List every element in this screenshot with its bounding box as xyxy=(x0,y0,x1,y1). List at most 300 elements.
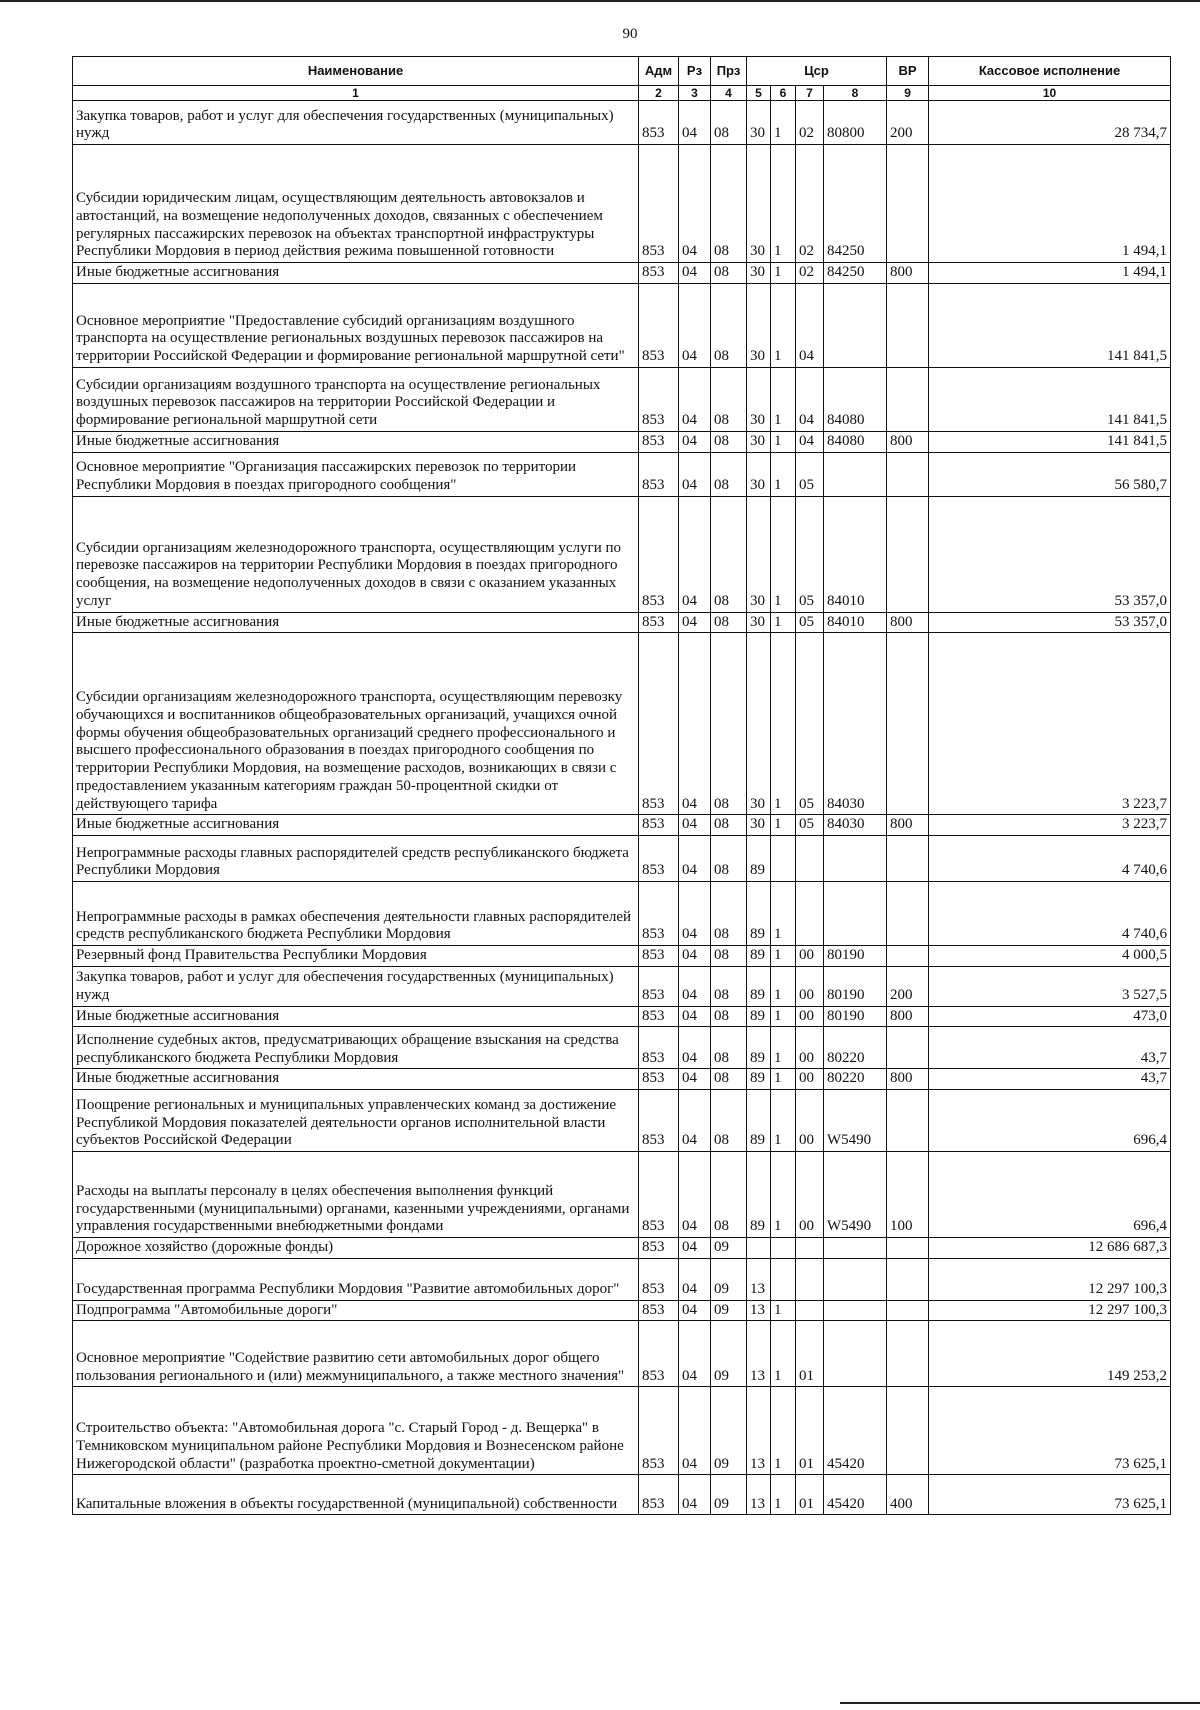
row-csr-1: 30 xyxy=(747,431,771,452)
row-name: Иные бюджетные ассигнования xyxy=(73,431,639,452)
row-vr xyxy=(887,1321,929,1387)
row-csr-1: 30 xyxy=(747,101,771,145)
row-name: Строительство объекта: "Автомобильная дорога "с. Старый Город - д. Вещерка" в Темниковском муниципальном районе Республики Мордовия и Вознесенском районе Нижегородской области" (разработка проектно-сметной документации) xyxy=(73,1387,639,1475)
row-csr-1: 89 xyxy=(747,881,771,945)
row-amount: 53 357,0 xyxy=(929,496,1171,612)
column-number: 5 xyxy=(747,86,771,101)
table-row xyxy=(73,966,1171,1006)
column-number: 3 xyxy=(679,86,711,101)
row-csr-3: 00 xyxy=(796,1089,824,1151)
row-csr-2: 1 xyxy=(771,945,796,966)
table-body xyxy=(73,101,1171,1515)
header-adm: Адм xyxy=(639,57,679,86)
row-vr: 800 xyxy=(887,815,929,836)
row-prz: 08 xyxy=(711,1151,747,1237)
row-csr-4: 84250 xyxy=(824,263,887,284)
row-prz: 09 xyxy=(711,1237,747,1258)
row-prz: 08 xyxy=(711,835,747,881)
column-number: 2 xyxy=(639,86,679,101)
row-adm: 853 xyxy=(639,815,679,836)
row-amount: 4 740,6 xyxy=(929,835,1171,881)
row-name: Исполнение судебных актов, предусматривающих обращение взыскания на средства республиканского бюджета Республики Мордовия xyxy=(73,1027,639,1069)
row-adm: 853 xyxy=(639,1321,679,1387)
row-rz: 04 xyxy=(679,633,711,815)
row-csr-3: 04 xyxy=(796,431,824,452)
row-prz: 08 xyxy=(711,966,747,1006)
row-rz: 04 xyxy=(679,431,711,452)
row-name: Основное мероприятие "Организация пассажирских перевозок по территории Республики Мордовия в поездах пригородного сообщения" xyxy=(73,452,639,496)
row-name: Иные бюджетные ассигнования xyxy=(73,815,639,836)
row-csr-4 xyxy=(824,835,887,881)
row-rz: 04 xyxy=(679,815,711,836)
row-adm: 853 xyxy=(639,1387,679,1475)
row-csr-1: 30 xyxy=(747,367,771,431)
row-prz: 08 xyxy=(711,452,747,496)
row-rz: 04 xyxy=(679,145,711,263)
row-csr-3: 00 xyxy=(796,1069,824,1090)
column-number: 8 xyxy=(824,86,887,101)
row-csr-1: 30 xyxy=(747,496,771,612)
row-csr-2: 1 xyxy=(771,283,796,367)
row-name: Расходы на выплаты персоналу в целях обеспечения выполнения функций государственными (муниципальными) органами, казенными учреждениями, органами управления государственными внебюджетными фондами xyxy=(73,1151,639,1237)
row-csr-2: 1 xyxy=(771,633,796,815)
row-adm: 853 xyxy=(639,1475,679,1515)
row-csr-2: 1 xyxy=(771,1475,796,1515)
row-rz: 04 xyxy=(679,945,711,966)
table-row xyxy=(73,881,1171,945)
row-adm: 853 xyxy=(639,1006,679,1027)
row-csr-4 xyxy=(824,881,887,945)
row-prz: 08 xyxy=(711,145,747,263)
row-prz: 08 xyxy=(711,367,747,431)
table-row xyxy=(73,431,1171,452)
row-amount: 696,4 xyxy=(929,1089,1171,1151)
header-rz: Рз xyxy=(679,57,711,86)
row-adm: 853 xyxy=(639,367,679,431)
row-name: Резервный фонд Правительства Республики Мордовия xyxy=(73,945,639,966)
row-csr-1: 30 xyxy=(747,612,771,633)
row-name: Иные бюджетные ассигнования xyxy=(73,1069,639,1090)
row-csr-2: 1 xyxy=(771,1151,796,1237)
row-csr-4: 84010 xyxy=(824,496,887,612)
row-adm: 853 xyxy=(639,145,679,263)
row-adm: 853 xyxy=(639,101,679,145)
row-csr-2: 1 xyxy=(771,101,796,145)
row-rz: 04 xyxy=(679,966,711,1006)
row-csr-3 xyxy=(796,1258,824,1300)
row-rz: 04 xyxy=(679,496,711,612)
row-amount: 73 625,1 xyxy=(929,1475,1171,1515)
row-vr xyxy=(887,881,929,945)
row-csr-4: 80220 xyxy=(824,1027,887,1069)
row-csr-3: 02 xyxy=(796,263,824,284)
row-csr-2 xyxy=(771,835,796,881)
table-row xyxy=(73,1237,1171,1258)
row-csr-2: 1 xyxy=(771,1089,796,1151)
budget-table xyxy=(72,56,1171,1515)
header-prz: Прз xyxy=(711,57,747,86)
row-prz: 08 xyxy=(711,612,747,633)
row-csr-2: 1 xyxy=(771,1069,796,1090)
row-csr-2: 1 xyxy=(771,1321,796,1387)
row-rz: 04 xyxy=(679,452,711,496)
row-csr-1: 13 xyxy=(747,1475,771,1515)
row-name: Поощрение региональных и муниципальных управленческих команд за достижение Республикой Мордовия показателей деятельности органов исполнительной власти субъектов Российской Федерации xyxy=(73,1089,639,1151)
row-csr-3 xyxy=(796,1300,824,1321)
row-prz: 08 xyxy=(711,431,747,452)
row-vr xyxy=(887,633,929,815)
row-rz: 04 xyxy=(679,1027,711,1069)
table-row xyxy=(73,496,1171,612)
row-amount: 3 223,7 xyxy=(929,633,1171,815)
row-prz: 08 xyxy=(711,815,747,836)
row-csr-3: 02 xyxy=(796,145,824,263)
row-adm: 853 xyxy=(639,431,679,452)
row-prz: 09 xyxy=(711,1258,747,1300)
row-csr-1: 89 xyxy=(747,1089,771,1151)
row-adm: 853 xyxy=(639,612,679,633)
row-csr-3: 01 xyxy=(796,1387,824,1475)
row-amount: 141 841,5 xyxy=(929,431,1171,452)
row-prz: 08 xyxy=(711,101,747,145)
row-csr-2: 1 xyxy=(771,145,796,263)
row-csr-3: 01 xyxy=(796,1321,824,1387)
row-vr xyxy=(887,1027,929,1069)
bottom-rule xyxy=(840,1702,1200,1704)
row-csr-4: 84080 xyxy=(824,431,887,452)
row-name: Государственная программа Республики Мордовия "Развитие автомобильных дорог" xyxy=(73,1258,639,1300)
table-row xyxy=(73,1475,1171,1515)
row-name: Основное мероприятие "Содействие развитию сети автомобильных дорог общего пользования регионального и (или) межмуниципального, а также местного значения" xyxy=(73,1321,639,1387)
row-adm: 853 xyxy=(639,966,679,1006)
row-csr-4: 84080 xyxy=(824,367,887,431)
table-row xyxy=(73,1151,1171,1237)
row-csr-4: 84010 xyxy=(824,612,887,633)
row-rz: 04 xyxy=(679,1258,711,1300)
row-name: Иные бюджетные ассигнования xyxy=(73,263,639,284)
row-prz: 08 xyxy=(711,263,747,284)
row-amount: 28 734,7 xyxy=(929,101,1171,145)
row-rz: 04 xyxy=(679,1387,711,1475)
row-vr xyxy=(887,496,929,612)
row-csr-3: 00 xyxy=(796,945,824,966)
row-adm: 853 xyxy=(639,881,679,945)
row-csr-3: 04 xyxy=(796,283,824,367)
row-csr-3: 05 xyxy=(796,496,824,612)
row-csr-2: 1 xyxy=(771,496,796,612)
column-number: 7 xyxy=(796,86,824,101)
row-csr-1: 89 xyxy=(747,966,771,1006)
row-name: Субсидии организациям железнодорожного транспорта, осуществляющим перевозку обучающихся и воспитанников общеобразовательных организаций, учащихся очной формы обучения общеобразовательных организаций среднего профессионального и высшего профессионального образования в поездах пригородного сообщения по территории Республики Мордовия, на возмещение расходов, возникающих в связи с предоставлением указанным категориям граждан 50-процентной скидки от действующего тарифа xyxy=(73,633,639,815)
row-vr: 800 xyxy=(887,612,929,633)
row-adm: 853 xyxy=(639,1027,679,1069)
row-prz: 08 xyxy=(711,1027,747,1069)
row-rz: 04 xyxy=(679,1475,711,1515)
row-csr-3: 00 xyxy=(796,1027,824,1069)
row-adm: 853 xyxy=(639,1151,679,1237)
row-amount: 12 686 687,3 xyxy=(929,1237,1171,1258)
column-number: 10 xyxy=(929,86,1171,101)
row-csr-2: 1 xyxy=(771,431,796,452)
row-csr-4 xyxy=(824,1258,887,1300)
row-amount: 149 253,2 xyxy=(929,1321,1171,1387)
column-number: 4 xyxy=(711,86,747,101)
row-csr-4: 84250 xyxy=(824,145,887,263)
row-rz: 04 xyxy=(679,835,711,881)
table-row xyxy=(73,612,1171,633)
row-adm: 853 xyxy=(639,496,679,612)
row-csr-2 xyxy=(771,1258,796,1300)
row-csr-1: 89 xyxy=(747,945,771,966)
row-csr-3: 05 xyxy=(796,633,824,815)
row-rz: 04 xyxy=(679,1321,711,1387)
row-csr-4: 80190 xyxy=(824,966,887,1006)
row-vr: 100 xyxy=(887,1151,929,1237)
row-csr-4 xyxy=(824,1300,887,1321)
table-row xyxy=(73,1258,1171,1300)
row-rz: 04 xyxy=(679,283,711,367)
row-vr xyxy=(887,1237,929,1258)
row-rz: 04 xyxy=(679,367,711,431)
row-rz: 04 xyxy=(679,101,711,145)
row-adm: 853 xyxy=(639,633,679,815)
row-rz: 04 xyxy=(679,263,711,284)
row-prz: 08 xyxy=(711,1069,747,1090)
row-csr-1: 30 xyxy=(747,283,771,367)
row-csr-3: 00 xyxy=(796,1151,824,1237)
row-amount: 73 625,1 xyxy=(929,1387,1171,1475)
row-vr xyxy=(887,283,929,367)
row-name: Субсидии организациям железнодорожного транспорта, осуществляющим услуги по перевозке пассажиров на территории Республики Мордовия в поездах пригородного сообщения, на возмещение недополученных доходов в связи с оказанием указанных услуг xyxy=(73,496,639,612)
row-csr-1: 13 xyxy=(747,1258,771,1300)
row-csr-4 xyxy=(824,283,887,367)
row-csr-1: 30 xyxy=(747,263,771,284)
row-csr-1: 30 xyxy=(747,452,771,496)
row-csr-2: 1 xyxy=(771,815,796,836)
row-csr-2: 1 xyxy=(771,966,796,1006)
table-row xyxy=(73,1089,1171,1151)
page-number: 90 xyxy=(622,26,638,42)
table-row xyxy=(73,1387,1171,1475)
table-row xyxy=(73,1027,1171,1069)
row-csr-4: W5490 xyxy=(824,1151,887,1237)
row-adm: 853 xyxy=(639,283,679,367)
table-row xyxy=(73,633,1171,815)
table-row xyxy=(73,145,1171,263)
header-csr: Цср xyxy=(747,57,887,86)
row-rz: 04 xyxy=(679,1069,711,1090)
row-prz: 08 xyxy=(711,945,747,966)
row-prz: 09 xyxy=(711,1475,747,1515)
row-csr-1 xyxy=(747,1237,771,1258)
row-adm: 853 xyxy=(639,1089,679,1151)
row-prz: 09 xyxy=(711,1321,747,1387)
row-csr-3: 05 xyxy=(796,452,824,496)
row-amount: 141 841,5 xyxy=(929,367,1171,431)
row-csr-2 xyxy=(771,1237,796,1258)
row-csr-1: 30 xyxy=(747,815,771,836)
row-adm: 853 xyxy=(639,452,679,496)
row-csr-2: 1 xyxy=(771,367,796,431)
row-csr-4: 80220 xyxy=(824,1069,887,1090)
row-rz: 04 xyxy=(679,612,711,633)
row-prz: 08 xyxy=(711,1089,747,1151)
row-csr-1: 89 xyxy=(747,1027,771,1069)
row-amount: 53 357,0 xyxy=(929,612,1171,633)
row-amount: 696,4 xyxy=(929,1151,1171,1237)
column-number: 9 xyxy=(887,86,929,101)
row-name: Субсидии организациям воздушного транспорта на осуществление региональных воздушных перевозок пассажиров на территории Российской Федерации и формирование региональной маршрутной сети xyxy=(73,367,639,431)
table-row xyxy=(73,815,1171,836)
row-prz: 09 xyxy=(711,1300,747,1321)
row-csr-1: 89 xyxy=(747,1151,771,1237)
row-amount: 3 527,5 xyxy=(929,966,1171,1006)
row-csr-3: 05 xyxy=(796,815,824,836)
row-vr: 400 xyxy=(887,1475,929,1515)
column-number: 6 xyxy=(771,86,796,101)
row-csr-4: 80190 xyxy=(824,945,887,966)
row-name: Подпрограмма "Автомобильные дороги" xyxy=(73,1300,639,1321)
row-vr xyxy=(887,835,929,881)
row-csr-2: 1 xyxy=(771,1300,796,1321)
table-row xyxy=(73,1300,1171,1321)
row-name: Непрограммные расходы в рамках обеспечения деятельности главных распорядителей средств республиканского бюджета Республики Мордовия xyxy=(73,881,639,945)
row-amount: 473,0 xyxy=(929,1006,1171,1027)
row-prz: 08 xyxy=(711,881,747,945)
table-row xyxy=(73,945,1171,966)
row-name: Капитальные вложения в объекты государственной (муниципальной) собственности xyxy=(73,1475,639,1515)
row-vr xyxy=(887,145,929,263)
row-adm: 853 xyxy=(639,1069,679,1090)
row-csr-4: 84030 xyxy=(824,815,887,836)
row-csr-1: 30 xyxy=(747,633,771,815)
table-row xyxy=(73,283,1171,367)
row-vr xyxy=(887,1089,929,1151)
row-csr-3: 05 xyxy=(796,612,824,633)
row-name: Иные бюджетные ассигнования xyxy=(73,1006,639,1027)
table-row xyxy=(73,835,1171,881)
header-vr: ВР xyxy=(887,57,929,86)
row-vr: 800 xyxy=(887,1069,929,1090)
row-csr-2: 1 xyxy=(771,452,796,496)
row-prz: 08 xyxy=(711,496,747,612)
row-amount: 3 223,7 xyxy=(929,815,1171,836)
row-vr xyxy=(887,1300,929,1321)
table-row xyxy=(73,367,1171,431)
row-adm: 853 xyxy=(639,835,679,881)
row-csr-3: 02 xyxy=(796,101,824,145)
row-rz: 04 xyxy=(679,1237,711,1258)
row-csr-1: 30 xyxy=(747,145,771,263)
row-csr-1: 13 xyxy=(747,1321,771,1387)
table-row xyxy=(73,1069,1171,1090)
row-amount: 141 841,5 xyxy=(929,283,1171,367)
row-name: Закупка товаров, работ и услуг для обеспечения государственных (муниципальных) нужд xyxy=(73,966,639,1006)
row-vr: 800 xyxy=(887,1006,929,1027)
header-row xyxy=(73,57,1171,86)
row-amount: 43,7 xyxy=(929,1027,1171,1069)
row-csr-3: 01 xyxy=(796,1475,824,1515)
row-adm: 853 xyxy=(639,1300,679,1321)
row-csr-4: 84030 xyxy=(824,633,887,815)
row-rz: 04 xyxy=(679,1151,711,1237)
header-amount: Кассовое исполнение xyxy=(929,57,1171,86)
row-name: Иные бюджетные ассигнования xyxy=(73,612,639,633)
row-csr-2: 1 xyxy=(771,881,796,945)
row-prz: 08 xyxy=(711,283,747,367)
row-csr-3 xyxy=(796,835,824,881)
row-amount: 1 494,1 xyxy=(929,145,1171,263)
row-amount: 12 297 100,3 xyxy=(929,1300,1171,1321)
row-csr-3 xyxy=(796,881,824,945)
row-csr-1: 13 xyxy=(747,1387,771,1475)
table-row xyxy=(73,1321,1171,1387)
row-csr-1: 89 xyxy=(747,835,771,881)
row-amount: 12 297 100,3 xyxy=(929,1258,1171,1300)
row-amount: 4 000,5 xyxy=(929,945,1171,966)
row-csr-2: 1 xyxy=(771,1027,796,1069)
row-name: Дорожное хозяйство (дорожные фонды) xyxy=(73,1237,639,1258)
row-adm: 853 xyxy=(639,945,679,966)
row-name: Субсидии юридическим лицам, осуществляющим деятельность автовокзалов и автостанций, на возмещение недополученных доходов, связанных с обеспечением регулярных пассажирских перевозок на объектах транспортной инфраструктуры Республики Мордовия в период действия режима повышенной готовности xyxy=(73,145,639,263)
row-csr-3: 00 xyxy=(796,1006,824,1027)
row-vr: 200 xyxy=(887,966,929,1006)
row-csr-2: 1 xyxy=(771,1387,796,1475)
row-vr: 800 xyxy=(887,431,929,452)
row-amount: 1 494,1 xyxy=(929,263,1171,284)
row-csr-1: 13 xyxy=(747,1300,771,1321)
row-csr-4 xyxy=(824,1321,887,1387)
row-csr-3: 00 xyxy=(796,966,824,1006)
table-row xyxy=(73,263,1171,284)
row-adm: 853 xyxy=(639,263,679,284)
row-vr xyxy=(887,452,929,496)
row-rz: 04 xyxy=(679,881,711,945)
row-csr-4 xyxy=(824,1237,887,1258)
row-adm: 853 xyxy=(639,1258,679,1300)
row-rz: 04 xyxy=(679,1300,711,1321)
row-vr xyxy=(887,945,929,966)
row-name: Основное мероприятие "Предоставление субсидий организациям воздушного транспорта на осуществление региональных воздушных перевозок пассажиров на территории Российской Федерации и формирование региональной маршрутной сети" xyxy=(73,283,639,367)
row-csr-4: 45420 xyxy=(824,1387,887,1475)
table-row xyxy=(73,452,1171,496)
row-csr-2: 1 xyxy=(771,1006,796,1027)
row-csr-3: 04 xyxy=(796,367,824,431)
row-csr-4: 45420 xyxy=(824,1475,887,1515)
column-number: 1 xyxy=(73,86,639,101)
row-vr xyxy=(887,1387,929,1475)
table-row xyxy=(73,1006,1171,1027)
row-csr-4: 80800 xyxy=(824,101,887,145)
row-name: Закупка товаров, работ и услуг для обеспечения государственных (муниципальных) нужд xyxy=(73,101,639,145)
row-name: Непрограммные расходы главных распорядителей средств республиканского бюджета Республики Мордовия xyxy=(73,835,639,881)
row-prz: 09 xyxy=(711,1387,747,1475)
row-csr-2: 1 xyxy=(771,612,796,633)
row-prz: 08 xyxy=(711,1006,747,1027)
row-vr xyxy=(887,1258,929,1300)
row-vr: 200 xyxy=(887,101,929,145)
row-vr: 800 xyxy=(887,263,929,284)
row-csr-2: 1 xyxy=(771,263,796,284)
header-name: Наименование xyxy=(73,57,639,86)
row-amount: 4 740,6 xyxy=(929,881,1171,945)
row-csr-4: W5490 xyxy=(824,1089,887,1151)
row-csr-1: 89 xyxy=(747,1069,771,1090)
row-rz: 04 xyxy=(679,1006,711,1027)
row-amount: 43,7 xyxy=(929,1069,1171,1090)
row-csr-3 xyxy=(796,1237,824,1258)
row-prz: 08 xyxy=(711,633,747,815)
